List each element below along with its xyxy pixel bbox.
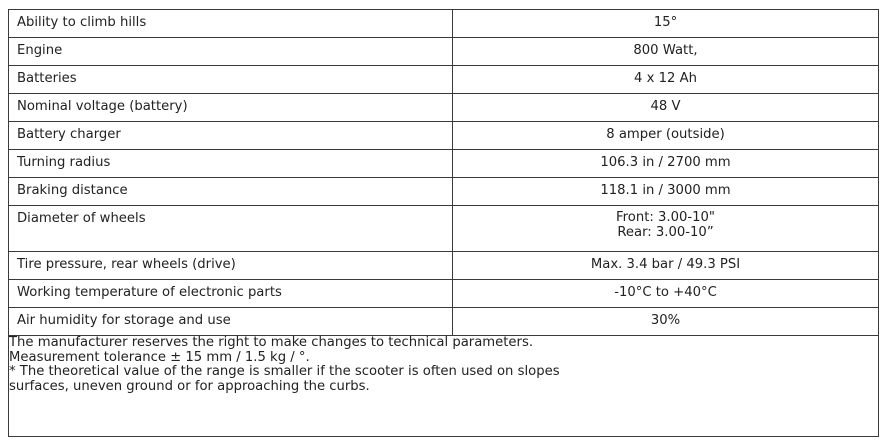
spec-value-line: -10°C to +40°C [614,285,717,300]
spec-label: Working temperature of electronic parts [9,280,453,308]
spec-label: Turning radius [9,150,453,178]
table-row [9,252,879,280]
spec-value-line: Max. 3.4 bar / 49.3 PSI [590,257,741,272]
note-line: surfaces, uneven ground or for approaching the curbs. [9,378,370,394]
table-row [9,10,879,38]
spec-value-line: 48 V [650,99,681,114]
table-row [9,122,879,150]
table-row [9,94,879,122]
specifications-table [8,9,879,437]
spec-label: Battery charger [9,122,453,150]
spec-label: Ability to climb hills [9,10,453,38]
notes-row [9,336,879,437]
spec-value-line: 30% [650,313,681,328]
spec-value-line: 4 x 12 Ah [634,71,697,86]
table-row [9,206,879,252]
spec-value-line: Front: 3.00-10" [616,210,715,225]
table-row [9,178,879,206]
spec-value [453,308,879,336]
table-row [9,280,879,308]
spec-value [453,280,879,308]
spec-label: Engine [9,38,453,66]
spec-label: Nominal voltage (battery) [9,94,453,122]
table-row [9,150,879,178]
spec-value-line: 106.3 in / 2700 mm [600,155,731,170]
spec-value [453,206,879,252]
notes-cell [9,336,879,437]
spec-value-line: 118.1 in / 3000 mm [600,183,731,198]
spec-value [453,38,879,66]
spec-label: Air humidity for storage and use [9,308,453,336]
spec-value [453,150,879,178]
spec-label: Braking distance [9,178,453,206]
table-row [9,66,879,94]
spec-label: Tire pressure, rear wheels (drive) [9,252,453,280]
spec-value-line: 8 amper (outside) [606,127,725,142]
note-line: Measurement tolerance ± 15 mm / 1.5 kg / °. [9,349,310,365]
spec-value-line: 15° [653,15,678,30]
note-line: * The theoretical value of the range is smaller if the scooter is often used on slopes [9,364,560,379]
table-row [9,308,879,336]
spec-label: Batteries [9,66,453,94]
spec-value [453,252,879,280]
table-row [9,38,879,66]
spec-value [453,178,879,206]
spec-label: Diameter of wheels [9,206,453,252]
spec-value [453,10,879,38]
spec-value [453,66,879,94]
spec-value-line: 800 Watt, [633,43,698,58]
spec-value [453,94,879,122]
spec-value [453,122,879,150]
spec-value-line: Rear: 3.00-10” [617,225,714,240]
note-line: The manufacturer reserves the right to make changes to technical parameters. [9,335,534,350]
